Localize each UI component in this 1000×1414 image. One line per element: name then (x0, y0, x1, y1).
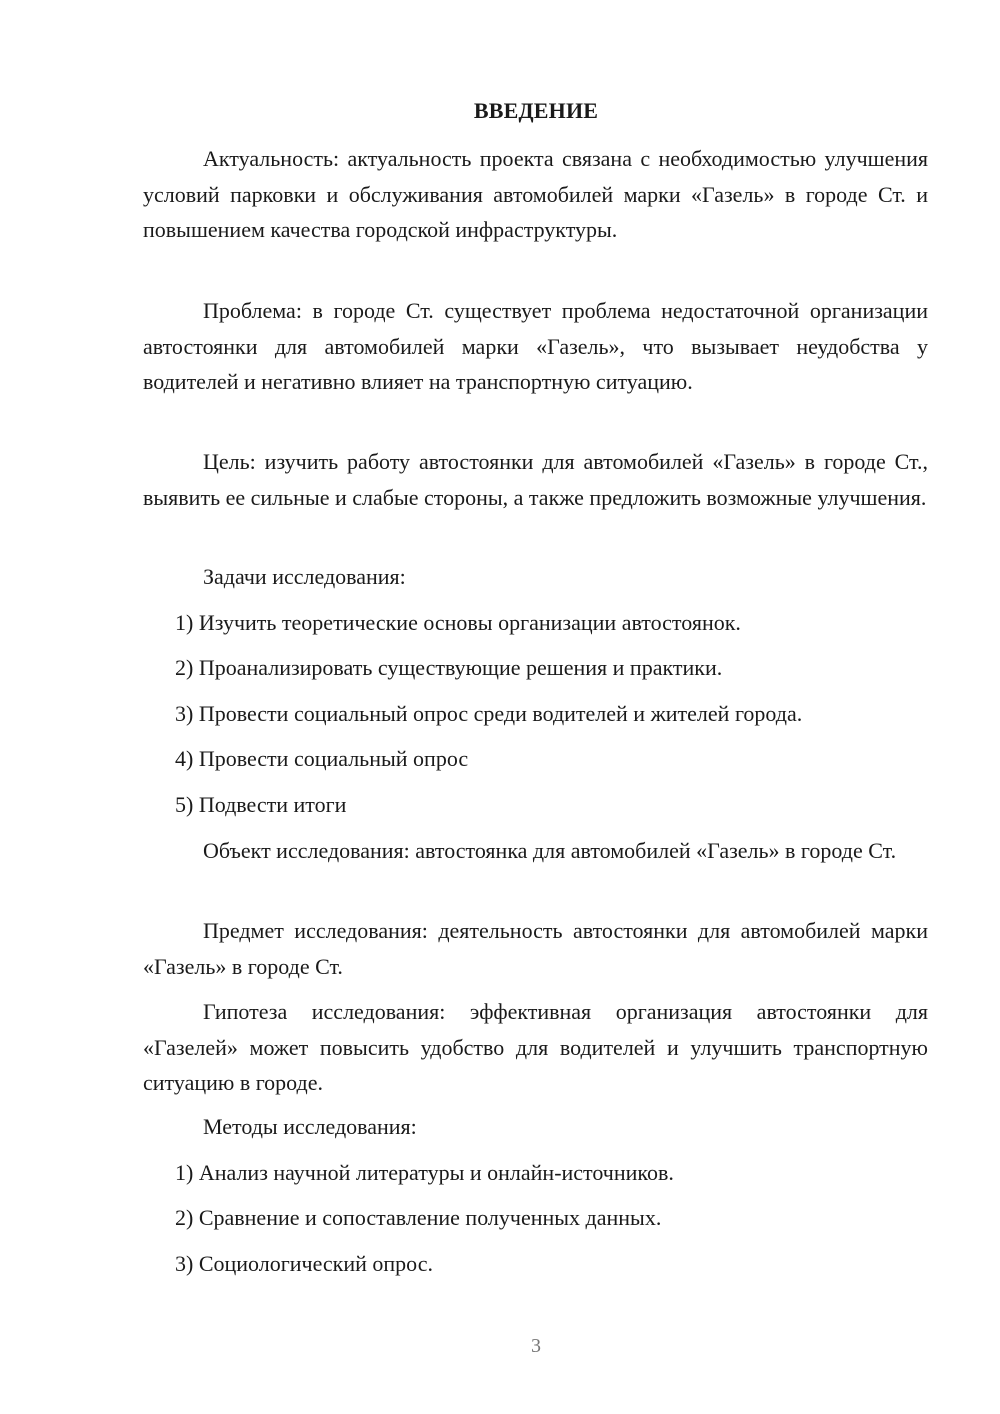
hypothesis-paragraph: Гипотеза исследования: эффективная организация автостоянки для «Газелей» может повысить удобство для водителей и улучшить транспортную ситуацию в городе. (143, 999, 928, 1095)
tasks-heading: Задачи исследования: (203, 564, 406, 589)
page-title: ВВЕДЕНИЕ (473, 98, 599, 123)
problem-paragraph: Проблема: в городе Ст. существует проблема недостаточной организации автостоянки для автомобилей марки «Газель», что вызывает неудобства у водителей и негативно влияет на транспортную ситуацию. (143, 298, 928, 394)
task-item: 5) Подвести итоги (175, 792, 347, 817)
method-item: 1) Анализ научной литературы и онлайн-источников. (175, 1160, 674, 1185)
task-item: 2) Проанализировать существующие решения и практики. (175, 655, 723, 680)
subject-paragraph: Предмет исследования: деятельность автостоянки для автомобилей марки «Газель» в городе Ст. (143, 918, 928, 979)
object-paragraph: Объект исследования: автостоянка для автомобилей «Газель» в городе Ст. (203, 838, 897, 863)
task-item: 1) Изучить теоретические основы организации автостоянок. (175, 610, 741, 635)
relevance-paragraph: Актуальность: актуальность проекта связана с необходимостью улучшения условий парковки и обслуживания автомобилей марки «Газель» в городе Ст. и повышением качества городской инфраструктуры. (143, 146, 928, 242)
method-item: 3) Социологический опрос. (175, 1251, 433, 1276)
page-number: 3 (531, 1335, 541, 1357)
goal-paragraph: Цель: изучить работу автостоянки для автомобилей «Газель» в городе Ст., выявить ее сильные и слабые стороны, а также предложить возможные улучшения. (143, 449, 928, 510)
methods-heading: Методы исследования: (203, 1114, 417, 1139)
task-item: 3) Провести социальный опрос среди водителей и жителей города. (175, 701, 803, 726)
method-item: 2) Сравнение и сопоставление полученных данных. (175, 1205, 662, 1230)
task-item: 4) Провести социальный опрос (175, 746, 469, 771)
